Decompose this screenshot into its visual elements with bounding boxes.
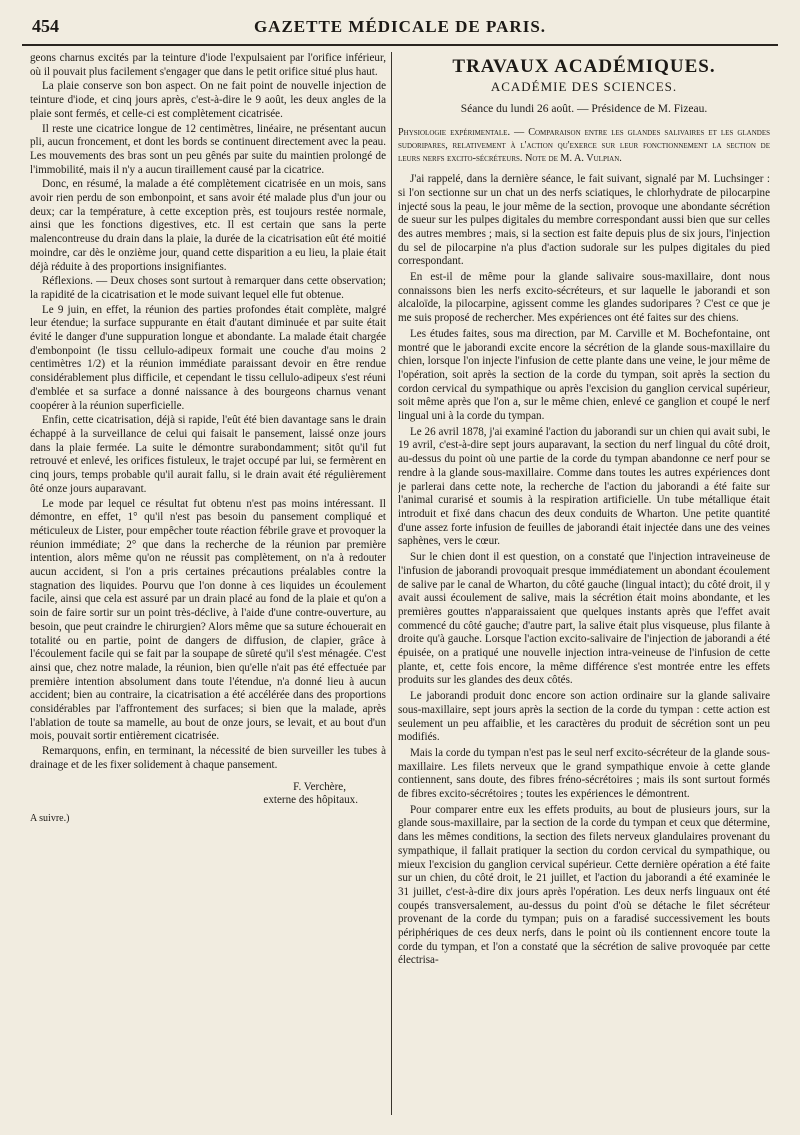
paragraph: Enfin, cette cicatrisation, déjà si rapide, l'eût été bien davantage sans le drain échappé à la surveillance de celui qui faisait le pansement, laissé onze jours dans la plaie fermée. La suite le démontre surabondamment; sitôt qu'il fut retrouvé et enlevé, les orifices fistuleux, le trajet occupé par lui, se fermèrent en cinq jours, temps probable qu'il aurait fallu, si le drain avait été régulièrement ôté onze jours auparavant. — [30, 414, 386, 495]
column-divider — [391, 52, 392, 1115]
journal-title: GAZETTE MÉDICALE DE PARIS. — [253, 17, 547, 36]
paragraph: Remarquons, enfin, en terminant, la nécessité de bien surveiller les tubes à drainage et de les fixer solidement à chaque pansement. — [30, 745, 386, 771]
paragraph: geons charnus excités par la teinture d'iode l'expulsaient par l'orifice inférieur, où il pouvait plus facilement s'engager que dans le petit orifice situé plus haut. — [30, 52, 386, 78]
paragraph: Mais la corde du tympan n'est pas le seul nerf excito-sécréteur de la glande sous-maxillaire. Les filets nerveux que le grand sympathique envoie à cette glande contiennent, sans doute, des fibres fréno-sécrétoires ; mais ils sont surtout formés de fibres excito-sécrétoires ; toutes les expériences le démontrent. — [398, 746, 770, 801]
paragraph: Il reste une cicatrice longue de 12 centimètres, linéaire, ne présentant aucun pli, aucun froncement, et dont les bords se continuent directement avec la peau. Les mouvements des bras sont un peu gênés par suite du maintien prolongé de l'immobilité, mais il n'y a aucun tiraillement causé par la cicatrice. — [30, 122, 386, 176]
paragraph: Le jaborandi produit donc encore son action ordinaire sur la glande salivaire sous-maxillaire, sept jours après la section de la corde du tympan : cette action est seulement un peu affaiblie, et les caractères du produit de sécrétion sont un peu modifiés. — [398, 690, 770, 744]
paragraph: Donc, en résumé, la malade a été complètement cicatrisée en un mois, sans avoir rien perdu de son embonpoint, et sans avoir été malade plus d'un jour ou deux; car la température, à cette exception près, est toujours restée normale, ainsi que les fonctions digestives, etc. Il est certain que sans la perte malencontreuse du drain dans la plaie, la durée de la cicatrisation eût été moitié moindre, car dès le onzième jour, quand cette disparition a eu lieu, la plaie était déjà réduite à des proportions insignifiantes. — [30, 178, 386, 273]
right-column — [398, 52, 770, 1125]
rubric-text: Physiologie expérimentale. — Comparaison entre les glandes salivaires et les glandes sudoripares, relativement à l'action qu'exerce sur leur fonctionnement la section de leurs nerfs excito-sécréteurs. Note de M. A. Vulpian. — [398, 127, 770, 165]
page-header — [22, 14, 778, 46]
page-number: 454 — [32, 16, 59, 36]
paragraph: La plaie conserve son bon aspect. On ne fait point de nouvelle injection de teinture d'iode, et cinq jours après, c'est-à-dire le 9 août, les deux angles de la plaie sont fermés, et celle-ci est complètement cicatrisée. — [30, 80, 386, 120]
to-be-continued: A suivre.) — [30, 812, 70, 824]
left-column — [30, 52, 386, 1125]
paragraph: J'ai rappelé, dans la dernière séance, le fait suivant, signalé par M. Luchsinger : si l'on sectionne sur un chat un des nerfs sciatiques, le chlorhydrate de pilocarpine injecté sous la peau, le jour même de la section, provoque une abondante sécrétion de sueur sur les pulpes digitales du membre correspondant aussi bien que sur celles des autres membres ; mais, si la section est faite depuis plus de six jours, l'injection du sel de pilocarpine n'a plus d'action sudorale sur les pulpes digitales du pied correspondant. — [398, 173, 770, 268]
paragraph: Le 26 avril 1878, j'ai examiné l'action du jaborandi sur un chien qui avait subi, le 19 avril, c'est-à-dire sept jours auparavant, la section du nerf lingual du côté droit, au-dessus du point où une partie de la corde du tympan abandonne ce nerf pour se rendre à la glande sous-maxillaire. Comme dans toutes les autres expériences dont je parlerai dans cette note, la recherche de l'action du jaborandi a été faite sur l'animal curarisé et soumis à la respiration artificielle. Un tube métallique était introduit et fixé dans chacun des deux conduits de Wharton. Une petite quantité d'une assez forte infusion de feuilles de jaborandi était injectée dans une des veines saphènes, vers le cœur. — [398, 425, 770, 548]
paragraph: En est-il de même pour la glande salivaire sous-maxillaire, dont nous connaissons bien les nerfs excito-sécréteurs, et sur laquelle le jaborandi et son alcaloïde, la pilocarpine, agissent comme les glandes sudoripares ? C'est ce que je me suis proposé de rechercher. Mes expériences ont été faites sur des chiens. — [398, 271, 770, 325]
article-rubric — [398, 126, 770, 165]
academy-heading: ACADÉMIE DES SCIENCES. — [490, 78, 678, 94]
author-signature: F. Verchère, — [293, 780, 346, 793]
section-title: TRAVAUX ACADÉMIQUES. — [452, 56, 716, 77]
paragraph: Pour comparer entre eux les effets produits, au bout de plusieurs jours, sur la glande sous-maxillaire, par la section de la corde du tympan et ceux que détermine, dans les mêmes conditions, la section des filets nerveux glandulaires provenant du sympathique, il fallait pratiquer la section du cordon cervical du sympathique, ou mieux l'excision du ganglion cervical supérieur. Cette dernière opération a été faite sur un chien, du côté droit, le 21 juillet, et l'action du jaborandi a été examinée le 31 juillet, c'est-à-dire dix jours après l'opération. Les deux nerfs linguaux ont été coupés transversalement, au-dessus du point d'où se détache le filet sécréteur provenant de la corde du tympan; puis on a faradisé successivement les bouts périphériques de ces deux nerfs, dans le point où ils contiennent encore toute la corde du tympan, et l'on a constaté que la sécrétion de salive provoquée par cette électrisa- — [398, 803, 770, 967]
paragraph: Le 9 juin, en effet, la réunion des parties profondes était complète, malgré leur étendue; la surface suppurante en était d'autant diminuée et par suite était évité le danger d'une suppuration longue et abondante. La malade était chargée d'embonpoint (le tissu cellulo-adipeux formait une couche d'au moins 2 centimètres 1/2) et la réunion immédiate paraissant devoir en être rendue considérablement plus difficile, et cependant le tissu cellulo-adipeux s'est réuni d'emblée et sa surface a donné naissance à des bourgeons charnus venant coopérer à la réunion superficielle. — [30, 303, 386, 412]
session-line: Séance du lundi 26 août. — Présidence de M. Fizeau. — [460, 103, 708, 116]
paragraph: Sur le chien dont il est question, on a constaté que l'injection intraveineuse de l'infusion de jaborandi provoquait presque immédiatement un abondant écoulement de salive par le canal de Wharton, du côté gauche (lingual intact); du côté droit, il y avait aussi écoulement de salive, mais la sécrétion était moins abondante, et les premières gouttes n'apparaissaient que quelques instants après que l'effet avait commencé du côté gauche; d'autre part, la salive était plus visqueuse, plus filante à droite qu'à gauche. Lorsque l'action excito-salivaire de l'injection de jaborandi a été épuisée, on a pratiqué une nouvelle injection intra-veineuse de l'infusion de cette plante, et, cette fois encore, la même différence s'est montrée entre les effets produits sur les glandes des deux côtés. — [398, 551, 770, 687]
paragraph: Le mode par lequel ce résultat fut obtenu n'est pas moins intéressant. Il démontre, en effet, 1° qu'il n'est pas besoin du pansement compliqué et méticuleux de Lister, pour empêcher toute réaction fébrile grave et provoquer la réunion immédiate; 2° que dans la recherche de la réunion par première intention, alors même qu'on ne réussit pas complètement, on n'a à redouter aucun accident, si l'on a pris certaines précautions préalables contre la stagnation des liquides. Pourvu que l'on donne à ces liquides un écoulement facile, ainsi que cela est assuré par un drain placé au fond de la plaie et qu'on a soin de faire sortir sur un point très-déclive, à l'aide d'une contre-ouverture, au besoin, que peut craindre le chirurgien? Alors même que sa suture échouerait en totalité ou en partie, point de dangers de diffusion, de clapier, grâce à l'écoulement facile qui se fait par la soupape de sûreté qu'il s'est ménagée. C'est ainsi que, chez notre malade, la réunion, bien qu'elle n'ait pas été effectuée par première intention absolument dans toute l'étendue, n'a donné lieu à aucun accident; bien au contraire, la cicatrisation a été accélérée dans des proportions considérables par l'affrontement des surfaces; si bien que la malade, après l'ablation de toute sa mamelle, au bout de onze jours, se levait, et au bout d'un mois, pouvait sortir entièrement cicatrisée. — [30, 497, 386, 743]
author-title: externe des hôpitaux. — [263, 794, 358, 807]
paragraph: Les études faites, sous ma direction, par M. Carville et M. Bochefontaine, ont montré que le jaborandi excite encore la sécrétion de la glande sous-maxillaire du chien, lorsque l'on injecte l'infusion de cette plante dans une veine, le jour même de l'opération, soit après la section de la corde du tympan, soit après la section du cordon cervical du sympathique ou après l'excision du ganglion cervical supérieur, soit même après que l'on a, sur le même chien, enlevé ce ganglion et coupé le nerf lingual uni à la corde du tympan. — [398, 327, 770, 423]
paragraph: Réflexions. — Deux choses sont surtout à remarquer dans cette observation; la rapidité de la cicatrisation et le mode suivant lequel elle fut obtenue. — [30, 275, 386, 301]
